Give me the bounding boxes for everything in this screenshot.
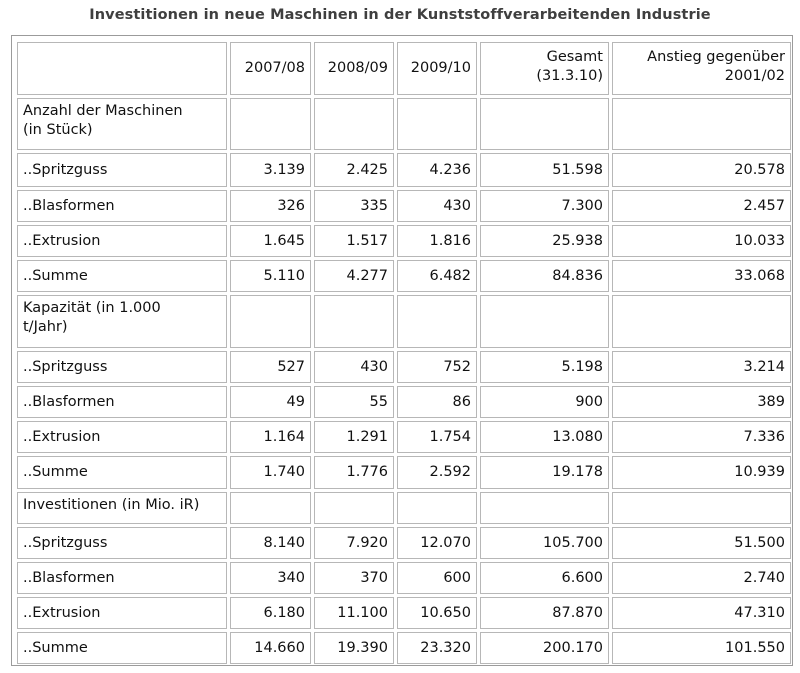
table-cell: 6.482	[397, 260, 477, 292]
row-label: ..Summe	[17, 456, 227, 489]
table-cell: 19.178	[480, 456, 609, 489]
table-cell: 2.592	[397, 456, 477, 489]
row-label: ..Extrusion	[17, 225, 227, 257]
empty-cell	[480, 295, 609, 348]
table-cell: 1.164	[230, 421, 311, 453]
table-cell: 11.100	[314, 597, 394, 629]
empty-cell	[314, 98, 394, 150]
table-cell: 13.080	[480, 421, 609, 453]
table-cell: 105.700	[480, 527, 609, 559]
empty-cell	[397, 295, 477, 348]
column-header: 2007/08	[230, 42, 311, 95]
empty-cell	[314, 295, 394, 348]
table-cell: 2.740	[612, 562, 791, 594]
empty-cell	[612, 98, 791, 150]
table-cell: 10.033	[612, 225, 791, 257]
table-cell: 12.070	[397, 527, 477, 559]
table-cell: 5.110	[230, 260, 311, 292]
table-cell: 200.170	[480, 632, 609, 664]
table-cell: 6.600	[480, 562, 609, 594]
table-cell: 600	[397, 562, 477, 594]
table-cell: 7.336	[612, 421, 791, 453]
section-header: Investitionen (in Mio. iR)	[17, 492, 227, 524]
column-header: Gesamt (31.3.10)	[480, 42, 609, 95]
table-cell: 6.180	[230, 597, 311, 629]
table-cell: 1.816	[397, 225, 477, 257]
table-cell: 2.457	[612, 190, 791, 222]
table-cell: 527	[230, 351, 311, 383]
table-cell: 8.140	[230, 527, 311, 559]
table-cell: 25.938	[480, 225, 609, 257]
table-cell: 49	[230, 386, 311, 418]
table-cell: 101.550	[612, 632, 791, 664]
table-cell: 14.660	[230, 632, 311, 664]
table-title: Investitionen in neue Maschinen in der Kunststoffverarbeitenden Industrie	[89, 7, 711, 23]
section-header: Kapazität (in 1.000 t/Jahr)	[17, 295, 227, 348]
table-cell: 430	[397, 190, 477, 222]
empty-cell	[480, 492, 609, 524]
section-header: Anzahl der Maschinen (in Stück)	[17, 98, 227, 150]
empty-cell	[230, 295, 311, 348]
table-cell: 4.236	[397, 153, 477, 187]
row-label: ..Spritzguss	[17, 153, 227, 187]
table-cell: 51.500	[612, 527, 791, 559]
table-cell: 1.517	[314, 225, 394, 257]
table-cell: 33.068	[612, 260, 791, 292]
table-cell: 1.740	[230, 456, 311, 489]
empty-cell	[397, 492, 477, 524]
table-cell: 1.291	[314, 421, 394, 453]
column-header: 2009/10	[397, 42, 477, 95]
table-cell: 340	[230, 562, 311, 594]
table-cell: 7.300	[480, 190, 609, 222]
table-cell: 19.390	[314, 632, 394, 664]
row-label: ..Extrusion	[17, 597, 227, 629]
table-cell: 87.870	[480, 597, 609, 629]
table-cell: 3.214	[612, 351, 791, 383]
row-label: ..Summe	[17, 632, 227, 664]
table-cell: 1.645	[230, 225, 311, 257]
table-cell: 84.836	[480, 260, 609, 292]
table-cell: 430	[314, 351, 394, 383]
row-label: ..Summe	[17, 260, 227, 292]
row-label: ..Spritzguss	[17, 527, 227, 559]
table-cell: 55	[314, 386, 394, 418]
table-cell: 335	[314, 190, 394, 222]
header-cell-empty	[17, 42, 227, 95]
table-cell: 1.776	[314, 456, 394, 489]
table-cell: 370	[314, 562, 394, 594]
empty-cell	[612, 492, 791, 524]
empty-cell	[612, 295, 791, 348]
empty-cell	[397, 98, 477, 150]
row-label: ..Blasformen	[17, 190, 227, 222]
row-label: ..Spritzguss	[17, 351, 227, 383]
table-cell: 10.650	[397, 597, 477, 629]
table-cell: 10.939	[612, 456, 791, 489]
table-cell: 23.320	[397, 632, 477, 664]
table-cell: 86	[397, 386, 477, 418]
row-label: ..Extrusion	[17, 421, 227, 453]
table-cell: 326	[230, 190, 311, 222]
empty-cell	[314, 492, 394, 524]
table-cell: 900	[480, 386, 609, 418]
row-label: ..Blasformen	[17, 386, 227, 418]
table-cell: 3.139	[230, 153, 311, 187]
table-cell: 47.310	[612, 597, 791, 629]
table-cell: 752	[397, 351, 477, 383]
empty-cell	[230, 492, 311, 524]
table-cell: 5.198	[480, 351, 609, 383]
table-cell: 4.277	[314, 260, 394, 292]
table-cell: 7.920	[314, 527, 394, 559]
empty-cell	[230, 98, 311, 150]
table-cell: 389	[612, 386, 791, 418]
column-header: Anstieg gegenüber 2001/02	[612, 42, 791, 95]
column-header: 2008/09	[314, 42, 394, 95]
table-cell: 2.425	[314, 153, 394, 187]
empty-cell	[480, 98, 609, 150]
data-table	[11, 35, 793, 666]
table-cell: 1.754	[397, 421, 477, 453]
row-label: ..Blasformen	[17, 562, 227, 594]
table-cell: 20.578	[612, 153, 791, 187]
table-cell: 51.598	[480, 153, 609, 187]
